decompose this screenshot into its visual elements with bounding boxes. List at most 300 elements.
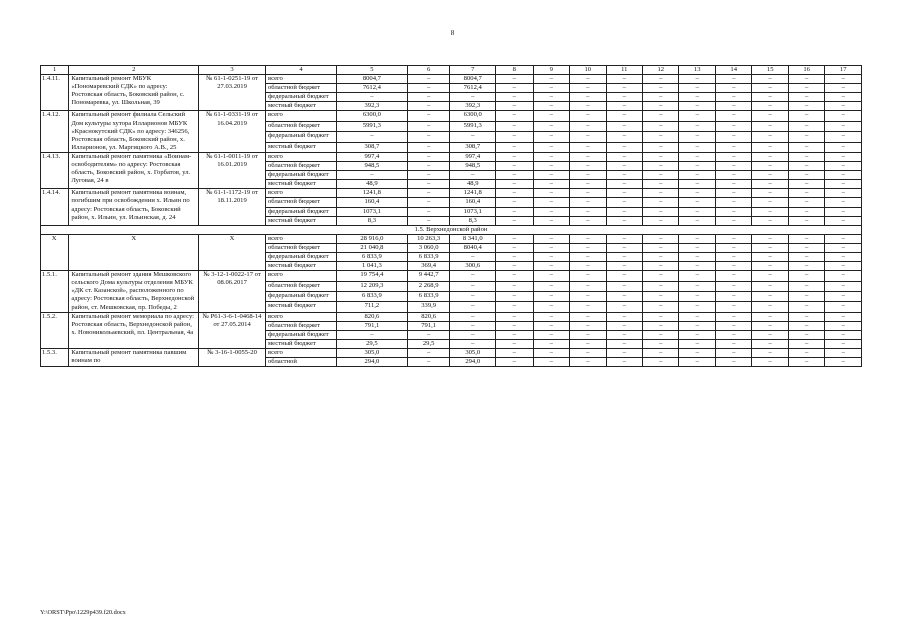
amount-cell: – (407, 189, 450, 198)
column-number-cell: 13 (679, 66, 715, 75)
amount-cell: – (533, 84, 569, 93)
amount-cell: – (643, 252, 679, 261)
amount-cell: 7612,4 (450, 84, 496, 93)
item-description: Капитальный ремонт МБУК «Пономаревский СДК» по адресу: Ростовская область, Боковский район, с. Пономаревка, ул. Школьная, 39 (69, 75, 199, 111)
amount-cell: 19 754,4 (336, 271, 407, 281)
amount-cell: – (496, 180, 534, 189)
amount-cell: – (788, 93, 824, 102)
item-description: Капитальный ремонт памятника «Воинам-освободителям» по адресу: Ростовская область, Боковский район, х. Горбатов, ул. Луговая, 24 в (69, 152, 199, 188)
amount-cell: – (496, 234, 534, 243)
amount-cell: – (533, 291, 569, 301)
amount-cell: – (496, 252, 534, 261)
amount-cell: – (825, 152, 862, 161)
amount-cell: – (643, 180, 679, 189)
column-number-cell: 4 (266, 66, 337, 75)
amount-cell: – (606, 349, 642, 358)
amount-cell: – (825, 198, 862, 207)
table-row (41, 111, 862, 121)
amount-cell: – (679, 216, 715, 225)
amount-cell: – (450, 93, 496, 102)
amount-cell: – (752, 291, 788, 301)
amount-cell: – (825, 312, 862, 321)
amount-cell: – (679, 93, 715, 102)
funding-source: местный бюджет (266, 262, 337, 271)
amount-cell: – (533, 252, 569, 261)
amount-cell: – (533, 349, 569, 358)
amount-cell: – (450, 271, 496, 281)
table-row (41, 234, 862, 243)
column-number-cell: 3 (199, 66, 266, 75)
amount-cell: – (606, 171, 642, 180)
amount-cell: 305,0 (450, 349, 496, 358)
item-description: Капитальный ремонт памятника павшим воинам по (69, 349, 199, 367)
amount-cell: – (570, 330, 606, 339)
amount-cell: – (788, 152, 824, 161)
amount-cell: – (715, 93, 751, 102)
amount-cell: – (788, 281, 824, 291)
amount-cell: 6 833,9 (407, 291, 450, 301)
amount-cell: – (825, 84, 862, 93)
amount-cell: – (788, 171, 824, 180)
amount-cell: – (570, 281, 606, 291)
amount-cell: – (570, 121, 606, 131)
amount-cell: – (825, 349, 862, 358)
amount-cell: – (825, 216, 862, 225)
amount-cell: 8 341,0 (450, 234, 496, 243)
amount-cell: 6300,0 (336, 111, 407, 121)
table-row (41, 312, 862, 321)
amount-cell: – (752, 75, 788, 84)
amount-cell: 5991,3 (336, 121, 407, 131)
amount-cell: – (825, 330, 862, 339)
amount-cell: – (496, 216, 534, 225)
amount-cell: – (825, 234, 862, 243)
amount-cell: – (533, 121, 569, 131)
amount-cell: – (752, 358, 788, 367)
amount-cell: – (788, 234, 824, 243)
amount-cell: – (606, 121, 642, 131)
column-number-cell: 10 (570, 66, 606, 75)
amount-cell: 21 040,8 (336, 243, 407, 252)
amount-cell: 6 833,9 (336, 252, 407, 261)
amount-cell: – (643, 243, 679, 252)
amount-cell: – (715, 252, 751, 261)
amount-cell: – (533, 93, 569, 102)
amount-cell: – (788, 142, 824, 152)
amount-cell: – (496, 84, 534, 93)
item-number: 1.4.12. (41, 111, 69, 152)
amount-cell: – (788, 312, 824, 321)
amount-cell: – (752, 102, 788, 111)
amount-cell: – (825, 102, 862, 111)
item-number: 1.4.14. (41, 189, 69, 225)
amount-cell: 8004,7 (450, 75, 496, 84)
amount-cell: – (679, 243, 715, 252)
amount-cell: – (715, 102, 751, 111)
amount-cell: – (533, 330, 569, 339)
column-number-cell: 2 (69, 66, 199, 75)
funding-source: федеральный бюджет (266, 330, 337, 339)
amount-cell: – (679, 75, 715, 84)
expertise-document: № 3-12-1-0022-17 от 08.06.2017 (199, 271, 266, 312)
amount-cell: – (407, 142, 450, 152)
column-number-cell: 6 (407, 66, 450, 75)
amount-cell: – (496, 207, 534, 216)
amount-cell: 305,0 (336, 349, 407, 358)
amount-cell: – (715, 234, 751, 243)
amount-cell: – (752, 171, 788, 180)
amount-cell: – (450, 330, 496, 339)
item-number: Х (41, 234, 69, 270)
amount-cell: – (606, 93, 642, 102)
amount-cell: – (643, 330, 679, 339)
amount-cell: – (407, 358, 450, 367)
amount-cell: – (825, 262, 862, 271)
amount-cell: – (643, 189, 679, 198)
amount-cell: – (407, 162, 450, 171)
amount-cell: – (450, 302, 496, 312)
funding-source: федеральный бюджет (266, 291, 337, 301)
amount-cell: – (407, 207, 450, 216)
amount-cell: – (643, 321, 679, 330)
amount-cell: 5991,3 (450, 121, 496, 131)
amount-cell: – (679, 271, 715, 281)
amount-cell: 820,6 (336, 312, 407, 321)
funding-source: областной бюджет (266, 243, 337, 252)
amount-cell: – (643, 312, 679, 321)
amount-cell: – (825, 180, 862, 189)
expertise-document: № 3-16-1-0055-20 (199, 349, 266, 367)
amount-cell: – (752, 252, 788, 261)
amount-cell: – (788, 189, 824, 198)
amount-cell: – (450, 312, 496, 321)
funding-source: федеральный бюджет (266, 132, 337, 142)
amount-cell: 820,6 (407, 312, 450, 321)
amount-cell: – (533, 339, 569, 348)
funding-source: всего (266, 312, 337, 321)
amount-cell: – (533, 162, 569, 171)
column-number-cell: 9 (533, 66, 569, 75)
amount-cell: – (788, 302, 824, 312)
funding-source: всего (266, 75, 337, 84)
amount-cell: – (643, 152, 679, 161)
amount-cell: – (407, 102, 450, 111)
amount-cell: – (788, 262, 824, 271)
amount-cell: 300,6 (450, 262, 496, 271)
amount-cell: – (788, 162, 824, 171)
amount-cell: – (407, 152, 450, 161)
amount-cell: 339,9 (407, 302, 450, 312)
funding-source: областной бюджет (266, 162, 337, 171)
amount-cell: – (825, 142, 862, 152)
amount-cell: – (643, 216, 679, 225)
amount-cell: – (788, 349, 824, 358)
expertise-document: № Р61-3-6-1-0468-14 от 27.05.2014 (199, 312, 266, 348)
amount-cell: – (533, 234, 569, 243)
amount-cell: – (752, 271, 788, 281)
amount-cell: – (752, 111, 788, 121)
funding-source: местный бюджет (266, 142, 337, 152)
amount-cell: – (533, 312, 569, 321)
amount-cell: – (643, 358, 679, 367)
amount-cell: – (715, 349, 751, 358)
amount-cell: – (496, 339, 534, 348)
amount-cell: – (606, 152, 642, 161)
amount-cell: – (533, 171, 569, 180)
amount-cell: – (496, 312, 534, 321)
amount-cell: 3 060,0 (407, 243, 450, 252)
amount-cell: – (570, 291, 606, 301)
expertise-document: Х (199, 234, 266, 270)
amount-cell: – (606, 111, 642, 121)
amount-cell: – (496, 321, 534, 330)
column-number-cell: 7 (450, 66, 496, 75)
column-number-row (41, 66, 862, 75)
budget-table (40, 65, 862, 367)
amount-cell: – (606, 291, 642, 301)
amount-cell: – (715, 84, 751, 93)
funding-source: областной бюджет (266, 121, 337, 131)
amount-cell: – (570, 142, 606, 152)
amount-cell: – (407, 111, 450, 121)
amount-cell: – (533, 75, 569, 84)
amount-cell: – (643, 93, 679, 102)
amount-cell: – (570, 349, 606, 358)
amount-cell: – (407, 171, 450, 180)
item-description: Капитальный ремонт мемориала по адресу: Ростовская область, Верхнедонской район, х. Новоникольаевский, пл. Центральная, 4а (69, 312, 199, 348)
amount-cell: – (407, 198, 450, 207)
amount-cell: – (570, 234, 606, 243)
amount-cell: – (407, 349, 450, 358)
funding-source: всего (266, 271, 337, 281)
funding-source: федеральный бюджет (266, 171, 337, 180)
amount-cell: – (570, 152, 606, 161)
amount-cell: – (606, 312, 642, 321)
amount-cell: – (450, 281, 496, 291)
amount-cell: – (496, 152, 534, 161)
amount-cell: 28 916,0 (336, 234, 407, 243)
amount-cell: – (679, 198, 715, 207)
funding-source: местный бюджет (266, 180, 337, 189)
amount-cell: – (825, 291, 862, 301)
amount-cell: 392,3 (450, 102, 496, 111)
amount-cell: – (450, 291, 496, 301)
amount-cell: – (715, 198, 751, 207)
amount-cell: – (496, 102, 534, 111)
amount-cell: – (788, 121, 824, 131)
amount-cell: – (715, 262, 751, 271)
item-number: 1.5.1. (41, 271, 69, 312)
amount-cell: 948,5 (450, 162, 496, 171)
amount-cell: – (679, 281, 715, 291)
amount-cell: – (715, 142, 751, 152)
item-description: Капитальный ремонт памятника воинам, погибшим при освобождении х. Ильин по адресу: Ростовская область, Боковский район, х. Ильин, ул. Ильинская, д. 24 (69, 189, 199, 225)
amount-cell: 9 442,7 (407, 271, 450, 281)
amount-cell: 308,7 (336, 142, 407, 152)
amount-cell: – (825, 189, 862, 198)
amount-cell: – (570, 84, 606, 93)
amount-cell: – (679, 312, 715, 321)
amount-cell: 1241,8 (336, 189, 407, 198)
amount-cell: – (533, 180, 569, 189)
funding-source: всего (266, 234, 337, 243)
amount-cell: – (570, 262, 606, 271)
amount-cell: – (679, 162, 715, 171)
amount-cell: – (570, 198, 606, 207)
amount-cell: – (643, 162, 679, 171)
funding-source: всего (266, 349, 337, 358)
amount-cell: – (715, 189, 751, 198)
amount-cell: – (606, 198, 642, 207)
amount-cell: – (533, 281, 569, 291)
amount-cell: 1 041,3 (336, 262, 407, 271)
amount-cell: – (407, 132, 450, 142)
amount-cell: – (450, 171, 496, 180)
amount-cell: – (606, 162, 642, 171)
amount-cell: 369,4 (407, 262, 450, 271)
amount-cell: – (606, 180, 642, 189)
amount-cell: – (336, 330, 407, 339)
amount-cell: – (715, 111, 751, 121)
amount-cell: 160,4 (336, 198, 407, 207)
amount-cell: 711,2 (336, 302, 407, 312)
amount-cell: – (679, 252, 715, 261)
amount-cell: – (643, 132, 679, 142)
funding-source: федеральный бюджет (266, 252, 337, 261)
amount-cell: – (606, 234, 642, 243)
expertise-document: № 61-1-0331-19 от 16.04.2019 (199, 111, 266, 152)
amount-cell: 1073,1 (336, 207, 407, 216)
amount-cell: – (407, 84, 450, 93)
amount-cell: – (752, 142, 788, 152)
amount-cell: – (533, 152, 569, 161)
amount-cell: – (606, 321, 642, 330)
amount-cell: – (570, 162, 606, 171)
amount-cell: – (570, 358, 606, 367)
amount-cell: 7612,4 (336, 84, 407, 93)
amount-cell: – (752, 339, 788, 348)
item-description: Капитальный ремонт здания Мешковского сельского Дома культуры отделения МБУК «ДК ст. Казанской», расположенного по адресу: Ростовская область, Верхнедонской район, ст. Мешковская, пр. Победы, 2 (69, 271, 199, 312)
amount-cell: 392,3 (336, 102, 407, 111)
amount-cell: – (643, 111, 679, 121)
amount-cell: – (643, 262, 679, 271)
amount-cell: – (825, 93, 862, 102)
item-number: 1.5.2. (41, 312, 69, 348)
amount-cell: – (679, 321, 715, 330)
column-number-cell: 17 (825, 66, 862, 75)
amount-cell: – (752, 189, 788, 198)
amount-cell: – (570, 132, 606, 142)
amount-cell: – (407, 121, 450, 131)
amount-cell: – (496, 121, 534, 131)
amount-cell: – (679, 132, 715, 142)
amount-cell: – (752, 84, 788, 93)
amount-cell: – (606, 84, 642, 93)
amount-cell: – (679, 152, 715, 161)
amount-cell: – (825, 243, 862, 252)
amount-cell: – (407, 216, 450, 225)
funding-source: всего (266, 152, 337, 161)
column-number-cell: 16 (788, 66, 824, 75)
amount-cell: – (643, 349, 679, 358)
amount-cell: – (643, 207, 679, 216)
amount-cell: – (679, 102, 715, 111)
amount-cell: – (496, 171, 534, 180)
amount-cell: – (752, 330, 788, 339)
amount-cell: – (715, 358, 751, 367)
amount-cell: – (533, 189, 569, 198)
table-row (41, 152, 862, 161)
amount-cell: – (496, 75, 534, 84)
amount-cell: – (606, 75, 642, 84)
amount-cell: – (533, 111, 569, 121)
amount-cell: – (679, 84, 715, 93)
amount-cell: 8,3 (450, 216, 496, 225)
amount-cell: – (825, 207, 862, 216)
amount-cell: 997,4 (450, 152, 496, 161)
amount-cell: – (570, 252, 606, 261)
amount-cell: – (788, 198, 824, 207)
amount-cell: – (407, 330, 450, 339)
amount-cell: – (752, 262, 788, 271)
amount-cell: 1073,1 (450, 207, 496, 216)
amount-cell: – (407, 180, 450, 189)
amount-cell: – (752, 152, 788, 161)
amount-cell: 294,0 (336, 358, 407, 367)
amount-cell: – (606, 302, 642, 312)
amount-cell: – (496, 349, 534, 358)
funding-source: местный бюджет (266, 216, 337, 225)
amount-cell: – (825, 339, 862, 348)
amount-cell: – (788, 321, 824, 330)
amount-cell: 12 209,3 (336, 281, 407, 291)
amount-cell: – (496, 189, 534, 198)
amount-cell: 308,7 (450, 142, 496, 152)
amount-cell: – (679, 302, 715, 312)
amount-cell: – (496, 330, 534, 339)
amount-cell: – (788, 84, 824, 93)
column-number-cell: 15 (752, 66, 788, 75)
amount-cell: – (715, 281, 751, 291)
amount-cell: – (715, 312, 751, 321)
amount-cell: – (788, 216, 824, 225)
amount-cell: 160,4 (450, 198, 496, 207)
amount-cell: – (679, 121, 715, 131)
amount-cell: – (715, 207, 751, 216)
amount-cell: – (643, 75, 679, 84)
amount-cell: – (752, 180, 788, 189)
amount-cell: – (570, 93, 606, 102)
amount-cell: – (679, 330, 715, 339)
amount-cell: – (450, 132, 496, 142)
expertise-document: № 61-1-0251-19 от 27.03.2019 (199, 75, 266, 111)
table-row (41, 189, 862, 198)
amount-cell: – (606, 271, 642, 281)
amount-cell: – (752, 216, 788, 225)
amount-cell: – (643, 142, 679, 152)
column-number-cell: 11 (606, 66, 642, 75)
amount-cell: – (752, 312, 788, 321)
amount-cell: – (715, 302, 751, 312)
amount-cell: – (606, 252, 642, 261)
amount-cell: – (679, 142, 715, 152)
amount-cell: – (679, 111, 715, 121)
amount-cell: – (715, 291, 751, 301)
column-number-cell: 12 (643, 66, 679, 75)
amount-cell: – (752, 321, 788, 330)
amount-cell: – (533, 321, 569, 330)
amount-cell: – (788, 207, 824, 216)
